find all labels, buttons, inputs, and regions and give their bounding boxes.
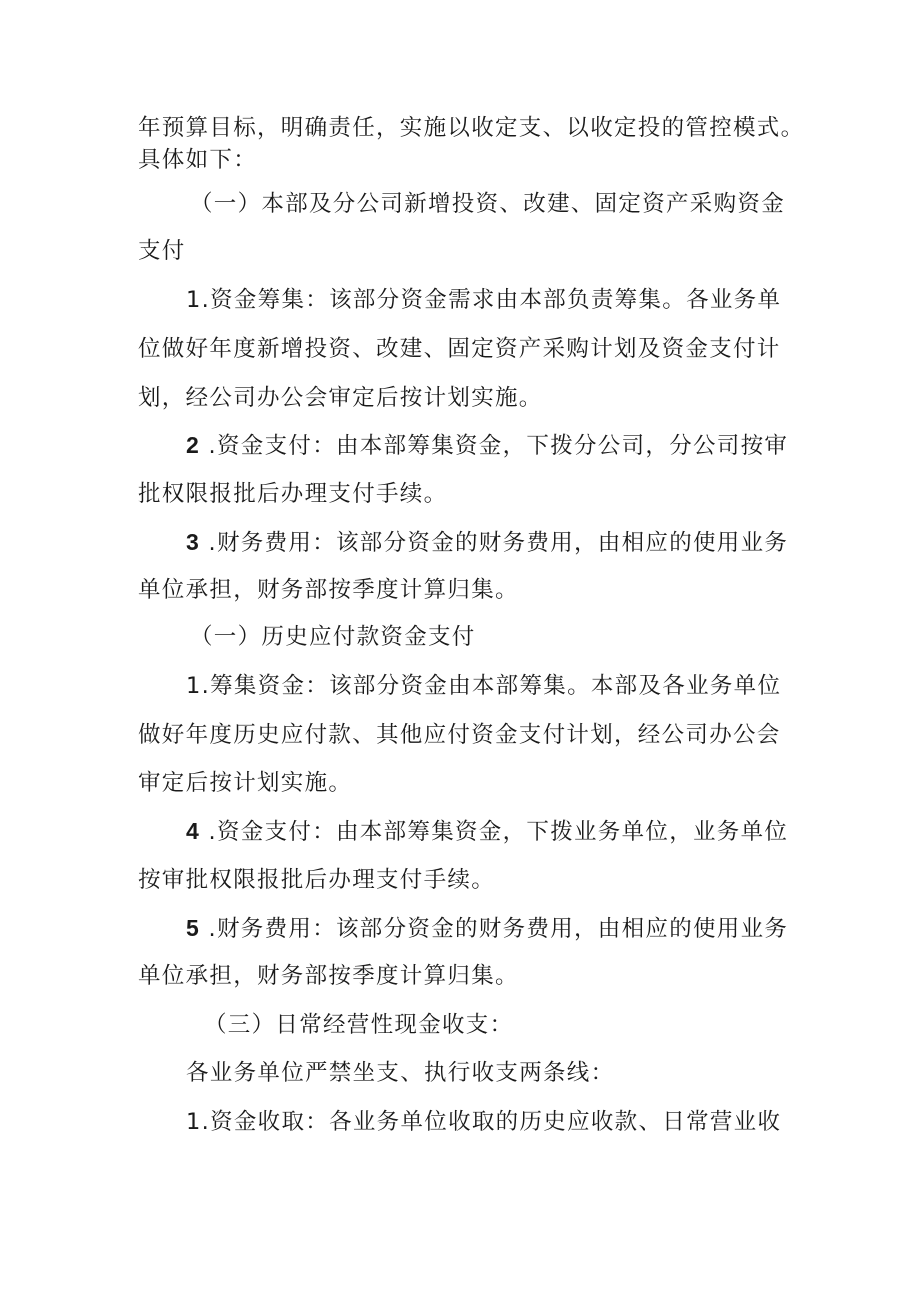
list-item-line bbox=[186, 913, 788, 943]
paragraph-line: 做好年度历史应付款、其他应付资金支付计划，经公司办公会 bbox=[138, 722, 781, 748]
list-item-text: .资金支付：由本部筹集资金，下拨业务单位，业务单位 bbox=[200, 819, 789, 845]
list-item-text: .财务费用：该部分资金的财务费用，由相应的使用业务 bbox=[200, 916, 789, 942]
list-number: 3 bbox=[186, 529, 201, 555]
paragraph-line: 单位承担，财务部按季度计算归集。 bbox=[138, 577, 519, 603]
list-item-line bbox=[186, 430, 788, 460]
paragraph-line: 具体如下： bbox=[138, 147, 258, 173]
section-heading: （三）日常经营性现金收支： bbox=[204, 1012, 514, 1038]
paragraph-line: 各业务单位严禁坐支、执行收支两条线： bbox=[186, 1060, 615, 1086]
list-item-text: .财务费用：该部分资金的财务费用，由相应的使用业务 bbox=[200, 530, 789, 556]
paragraph-line: 按审批权限报批后办理支付手续。 bbox=[138, 867, 496, 893]
list-item-line: 1.筹集资金：该部分资金由本部筹集。本部及各业务单位 bbox=[186, 673, 782, 699]
paragraph-line: 审定后按计划实施。 bbox=[138, 770, 353, 796]
section-heading: （一）历史应付款资金支付 bbox=[190, 624, 476, 650]
paragraph-line: 划，经公司办公会审定后按计划实施。 bbox=[138, 385, 543, 411]
paragraph-line: 位做好年度新增投资、改建、固定资产采购计划及资金支付计 bbox=[138, 336, 781, 362]
paragraph-line: 单位承担，财务部按季度计算归集。 bbox=[138, 963, 519, 989]
list-item-line: 1.资金筹集：该部分资金需求由本部负责筹集。各业务单 bbox=[186, 287, 782, 313]
list-number: 2 bbox=[186, 432, 201, 458]
list-number: 5 bbox=[186, 915, 201, 941]
list-item-line: 1.资金收取：各业务单位收取的历史应收款、日常营业收 bbox=[186, 1109, 782, 1135]
paragraph-line: 批权限报批后办理支付手续。 bbox=[138, 481, 448, 507]
list-item-line bbox=[186, 527, 788, 557]
section-heading: （一）本部及分公司新增投资、改建、固定资产采购资金 bbox=[190, 191, 786, 217]
list-item-text: .资金支付：由本部筹集资金，下拨分公司，分公司按审 bbox=[200, 433, 789, 459]
list-number: 4 bbox=[186, 818, 201, 844]
list-item-line bbox=[186, 816, 788, 846]
paragraph-line: 年预算目标，明确责任，实施以收定支、以收定投的管控模式。 bbox=[138, 115, 805, 141]
section-heading-continued: 支付 bbox=[138, 238, 186, 264]
